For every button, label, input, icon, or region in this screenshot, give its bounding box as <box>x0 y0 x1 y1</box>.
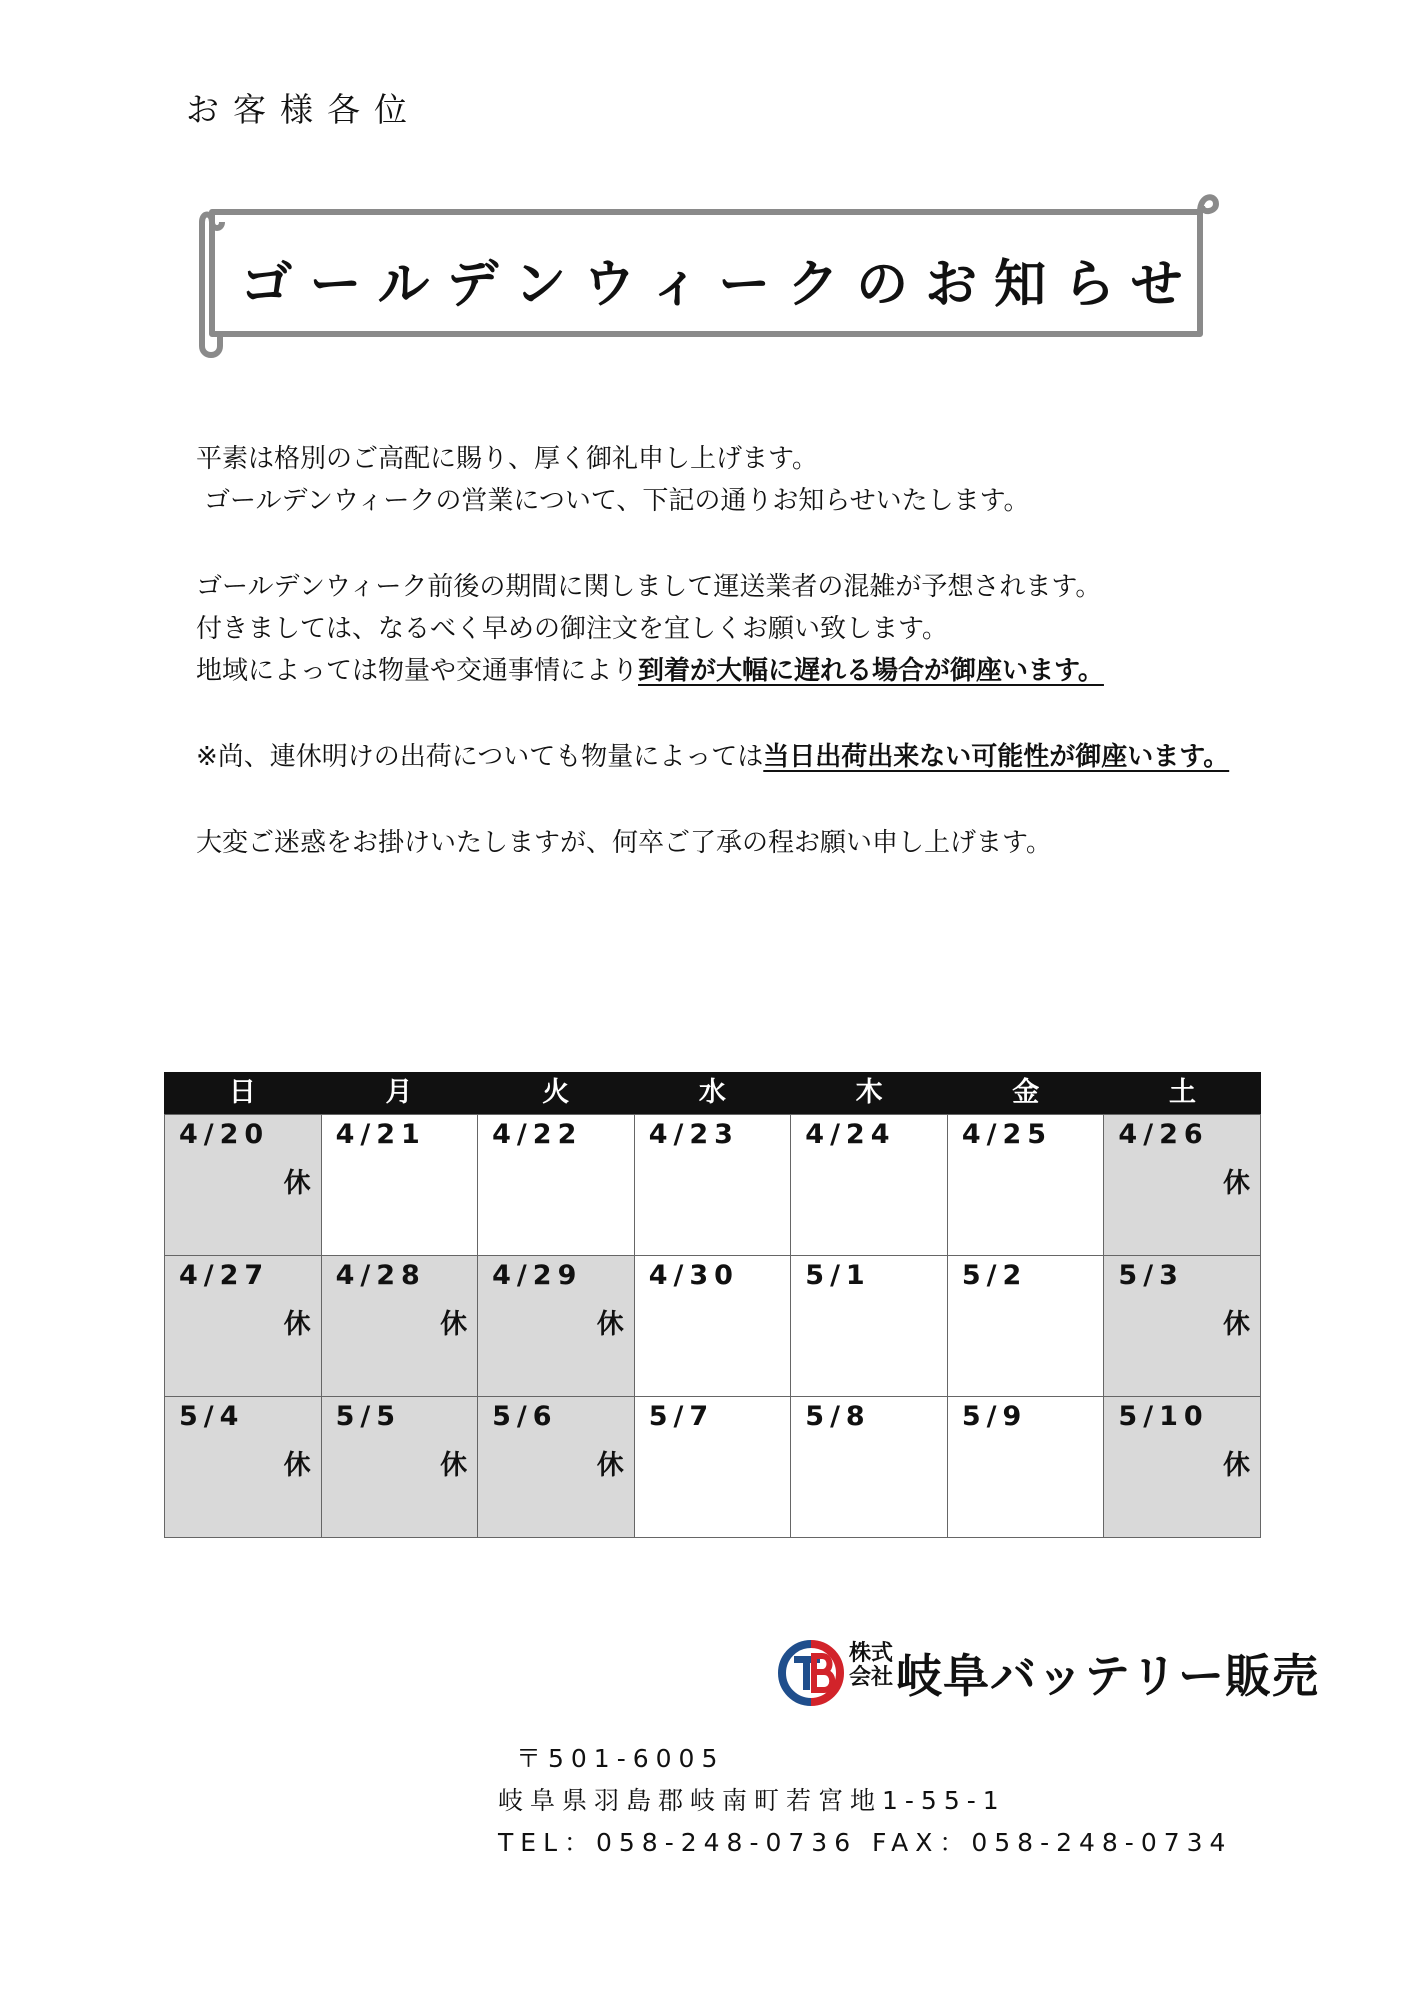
greeting-line: 平素は格別のご高配に賜り、厚く御礼申し上げます。 <box>196 444 818 474</box>
closed-mark: 休 <box>596 1450 624 1481</box>
calendar-day-cell <box>1104 1397 1261 1538</box>
closed-mark: 休 <box>1222 1168 1250 1199</box>
day-date: 4/30 <box>648 1260 739 1291</box>
postal-code: 〒501-6005 <box>516 1744 725 1773</box>
weekday-thu: 木 <box>855 1077 883 1108</box>
calendar-day-cell <box>322 1115 479 1256</box>
day-date: 4/27 <box>179 1260 270 1291</box>
calendar-day-cell <box>1104 1256 1261 1397</box>
closed-mark: 休 <box>440 1450 468 1481</box>
day-date: 5/10 <box>1118 1401 1209 1432</box>
weekday-tue: 火 <box>542 1077 570 1108</box>
weekday-sat: 土 <box>1168 1077 1196 1108</box>
calendar-day-cell <box>791 1256 948 1397</box>
shipping-line <box>196 736 1256 778</box>
company-logo-icon <box>778 1640 844 1706</box>
apology-line: 大変ご迷惑をお掛けいたしますが、何卒ご了承の程お願い申し上げます。 <box>196 828 1052 858</box>
order-request-line: 付きましては、なるべく早めの御注文を宜しくお願い致します。 <box>196 614 948 644</box>
calendar-day-cell <box>478 1115 635 1256</box>
delay-text: 地域によっては物量や交通事情により <box>196 656 639 686</box>
weekday-sun: 日 <box>228 1077 256 1108</box>
holiday-calendar <box>164 1072 1261 1538</box>
notice-body <box>196 438 1256 864</box>
day-date: 5/1 <box>805 1260 871 1291</box>
street-address: 岐阜県羽島郡岐南町若宮地1-55-1 <box>498 1786 1006 1815</box>
day-date: 4/21 <box>335 1119 426 1150</box>
calendar-day-cell <box>1104 1115 1261 1256</box>
calendar-day-cell <box>948 1115 1105 1256</box>
delay-line <box>196 650 1256 692</box>
closed-mark: 休 <box>596 1309 624 1340</box>
calendar-day-cell <box>635 1397 792 1538</box>
calendar-day-cell <box>791 1115 948 1256</box>
day-date: 5/2 <box>961 1260 1028 1291</box>
shipping-emphasis: 当日出荷出来ない可能性が御座います。 <box>763 742 1230 772</box>
day-date: 5/9 <box>961 1401 1028 1432</box>
company-type: 株式会社 <box>848 1641 893 1690</box>
closed-mark: 休 <box>283 1309 311 1340</box>
closed-mark: 休 <box>283 1168 311 1199</box>
calendar-day-cell <box>478 1256 635 1397</box>
intro-line: ゴールデンウィークの営業について、下記の通りお知らせいたします。 <box>204 486 1030 516</box>
closed-mark: 休 <box>283 1450 311 1481</box>
day-date: 4/29 <box>492 1260 583 1291</box>
calendar-day-cell <box>165 1397 322 1538</box>
day-date: 4/22 <box>492 1119 583 1150</box>
title-scroll-banner <box>190 186 1230 366</box>
calendar-day-cell <box>165 1256 322 1397</box>
weekday-fri: 金 <box>1012 1077 1040 1108</box>
company-address-block <box>498 1738 1232 1864</box>
congestion-line: ゴールデンウィーク前後の期間に関しまして運送業者の混雑が予想されます。 <box>196 572 1102 602</box>
day-date: 4/24 <box>805 1119 896 1150</box>
calendar-grid <box>164 1114 1261 1538</box>
day-date: 4/28 <box>335 1260 426 1291</box>
weekday-wed: 水 <box>698 1077 726 1108</box>
contact-numbers: TEL：058-248-0736 FAX：058-248-0734 <box>498 1828 1233 1857</box>
day-date: 5/7 <box>648 1401 715 1432</box>
calendar-day-cell <box>322 1256 479 1397</box>
day-date: 4/25 <box>961 1119 1053 1150</box>
day-date: 5/4 <box>179 1401 245 1432</box>
closed-mark: 休 <box>1222 1450 1250 1481</box>
weekday-mon: 月 <box>385 1077 413 1108</box>
company-logo <box>778 1636 1319 1708</box>
day-date: 5/8 <box>805 1401 871 1432</box>
calendar-day-cell <box>791 1397 948 1538</box>
calendar-day-cell <box>478 1397 635 1538</box>
calendar-day-cell <box>635 1256 792 1397</box>
day-date: 5/6 <box>492 1401 558 1432</box>
shipping-text: ※尚、連休明けの出荷についても物量によっては <box>196 742 764 772</box>
day-date: 4/23 <box>648 1119 739 1150</box>
notice-title: ゴールデンウィークのお知らせ <box>240 255 1200 315</box>
day-date: 5/3 <box>1118 1260 1184 1291</box>
calendar-day-cell <box>165 1115 322 1256</box>
day-date: 4/20 <box>179 1119 270 1150</box>
day-date: 5/5 <box>335 1401 401 1432</box>
delay-emphasis: 到着が大幅に遅れる場合が御座います。 <box>638 656 1104 686</box>
calendar-day-cell <box>322 1397 479 1538</box>
company-name: 岐阜バッテリー販売 <box>896 1649 1319 1703</box>
calendar-day-cell <box>948 1397 1105 1538</box>
recipient-heading: お客様各位 <box>186 90 421 129</box>
calendar-day-cell <box>635 1115 792 1256</box>
closed-mark: 休 <box>1222 1309 1250 1340</box>
closed-mark: 休 <box>440 1309 468 1340</box>
calendar-header <box>164 1072 1261 1114</box>
day-date: 4/26 <box>1118 1119 1209 1150</box>
calendar-day-cell <box>948 1256 1105 1397</box>
